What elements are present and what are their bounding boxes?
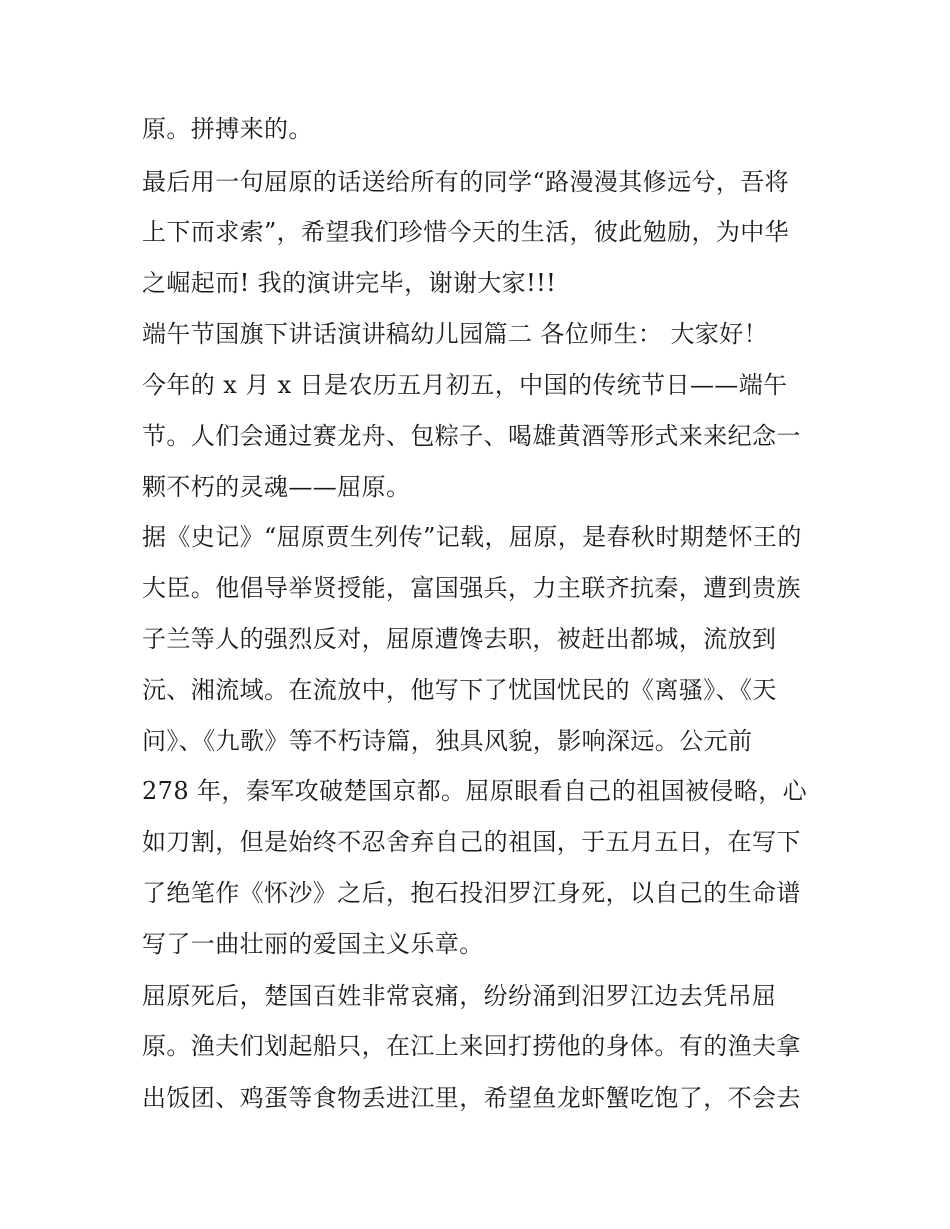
text-line: 出饭团、鸡蛋等食物丢进江里，希望鱼龙虾蟹吃饱了，不会去 (142, 1084, 801, 1112)
text-line: 大臣。他倡导举贤授能，富国强兵，力主联齐抗秦，遭到贵族 (142, 574, 801, 602)
text-line: 之崛起而! 我的演讲完毕，谢谢大家!!! (142, 269, 557, 297)
text-line: 278 年，秦军攻破楚国京都。屈原眼看自己的祖国被侵略，心 (142, 777, 808, 805)
text-line: 了绝笔作《怀沙》之后，抱石投汨罗江身死，以自己的生命谱 (142, 879, 801, 907)
text-line: 最后用一句屈原的话送给所有的同学“路漫漫其修远兮，吾将 (142, 168, 790, 196)
text-line: 如刀割，但是始终不忍舍弃自己的祖国，于五月五日，在写下 (142, 828, 801, 856)
text-line: 屈原死后，楚国百姓非常哀痛，纷纷涌到汨罗江边去凭吊屈 (142, 982, 777, 1010)
text-line: 写了一曲壮丽的爱国主义乐章。 (142, 930, 484, 958)
text-line: 节。人们会通过赛龙舟、包粽子、喝雄黄酒等形式来来纪念一 (142, 422, 801, 450)
text-line: 今年的 x 月 x 日是农历五月初五，中国的传统节日——端午 (142, 371, 788, 399)
text-line: 颗不朽的灵魂——屈原。 (142, 473, 411, 501)
text-line: 上下而求索”，希望我们珍惜今天的生活，彼此勉励，为中华 (142, 218, 790, 246)
text-line: 原。拼搏来的。 (142, 115, 313, 143)
text-line: 问》、《九歌》等不朽诗篇，独具风貌，影响深远。公元前 (142, 727, 753, 755)
text-line: 子兰等人的强烈反对，屈原遭馋去职，被赶出都城，流放到 (142, 625, 777, 653)
section-heading: 端午节国旗下讲话演讲稿幼儿园篇二 各位师生： 大家好！ (142, 320, 769, 348)
text-line: 沅、湘流域。在流放中，他写下了忧国忧民的《离骚》、《天 (142, 676, 777, 704)
text-line: 据《史记》“屈原贾生列传”记载，屈原，是春秋时期楚怀王的 (142, 523, 802, 551)
text-line: 原。渔夫们划起船只，在江上来回打捞他的身体。有的渔夫拿 (142, 1032, 801, 1060)
